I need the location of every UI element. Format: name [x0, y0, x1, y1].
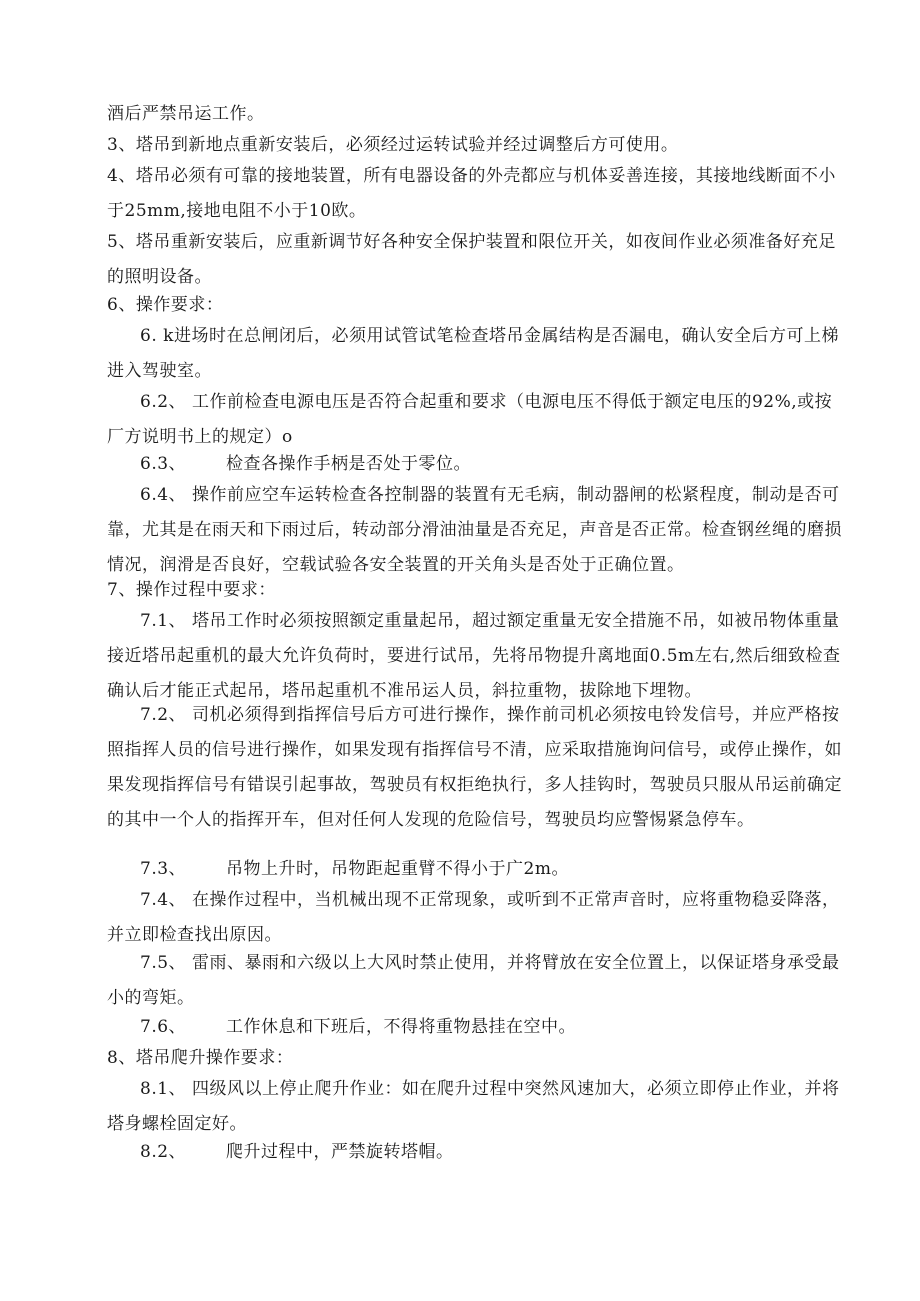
- paragraph-item-8-2: 8.2、 爬升过程中，严禁旋转塔帽。: [140, 1142, 454, 1162]
- item-number: 7.5、: [140, 953, 187, 973]
- paragraph-item-7-2: 7.2、 司机必须得到指挥信号后方可进行操作，操作前司机必须按电铃发信号，并应严格按照指挥人员的信号进行操作，如果发现有指挥信号不清，应采取措施询问信号，或停止操作，如果发现指挥信号有错误引起事故，驾驶员有权拒绝执行，多人挂钩时，驾驶员只服从吊运前确定的其中一个人的指挥开车，但对任何人发现的危险信号，驾驶员均应警惕紧急停车。: [107, 705, 842, 830]
- paragraph-continuation: 酒后严禁吊运工作。: [107, 104, 265, 124]
- paragraph-item-6-1: 6. k进场时在总闸闭后，必须用试管试笔检查塔吊金属结构是否漏电，确认安全后方可上梯进入驾驶室。: [107, 326, 839, 381]
- paragraph-item-6-2: 6.2、 工作前检查电源电压是否符合起重和要求（电源电压不得低于额定电压的92%,或按厂方说明书上的规定）o: [107, 392, 833, 447]
- paragraph-item-7-1: 7.1、 塔吊工作时必须按照额定重量起吊，超过额定重量无安全措施不吊，如被吊物体重量接近塔吊起重机的最大允许负荷时，要进行试吊，先将吊物提升离地面0.5m左右,然后细致检查确认后才能正式起吊，塔吊起重机不准吊运人员，斜拉重物，拔除地下埋物。: [107, 611, 841, 701]
- item-number: 6.4、: [140, 485, 187, 505]
- paragraph-item-3: 3、塔吊到新地点重新安装后，必须经过运转试验并经过调整后方可使用。: [107, 135, 679, 155]
- item-number: 7.2、: [140, 705, 187, 725]
- item-number: 7.3、: [140, 859, 187, 879]
- item-number: 7.1、: [140, 611, 187, 631]
- paragraph-item-7-6: 7.6、 工作休息和下班后，不得将重物悬挂在空中。: [140, 1017, 577, 1037]
- paragraph-item-7-4: 7.4、 在操作过程中，当机械出现不正常现象，或听到不正常声音时，应将重物稳妥降落，并立即检查找出原因。: [107, 890, 840, 945]
- item-number: 6.: [140, 326, 158, 346]
- item-number: 6.2、: [140, 392, 187, 412]
- item-number: 7.4、: [140, 890, 187, 910]
- item-number: 8.1、: [140, 1079, 187, 1099]
- item-number: 6.3、: [140, 454, 187, 474]
- section-heading-6: 6、操作要求：: [107, 295, 224, 315]
- paragraph-item-5: 5、塔吊重新安装后，应重新调节好各种安全保护装置和限位开关，如夜间作业必须准备好充足的照明设备。: [107, 232, 836, 287]
- paragraph-item-7-3: 7.3、 吊物上升时，吊物距起重臂不得小于广2m。: [140, 859, 569, 879]
- item-number: 7.6、: [140, 1017, 187, 1037]
- section-heading-8: 8、塔吊爬升操作要求：: [107, 1048, 294, 1068]
- paragraph-item-8-1: 8.1、 四级风以上停止爬升作业：如在爬升过程中突然风速加大，必须立即停止作业，并将塔身螺栓固定好。: [107, 1079, 840, 1134]
- item-number: 8.2、: [140, 1142, 187, 1162]
- section-heading-7: 7、操作过程中要求：: [107, 580, 276, 600]
- paragraph-item-4: 4、塔吊必须有可靠的接地装置，所有电器设备的外壳都应与机体妥善连接，其接地线断面不小于25mm,接地电阻不小于10欧。: [107, 166, 836, 221]
- paragraph-item-6-3: 6.3、 检查各操作手柄是否处于零位。: [140, 454, 472, 474]
- paragraph-item-6-4: 6.4、 操作前应空车运转检查各控制器的装置有无毛病，制动器闸的松紧程度，制动是否可靠，尤其是在雨天和下雨过后，转动部分滑油油量是否充足，声音是否正常。检查钢丝绳的磨损情况，润滑是否良好，空载试验各安全装置的开关角头是否处于正确位置。: [107, 485, 842, 575]
- paragraph-item-7-5: 7.5、 雷雨、暴雨和六级以上大风时禁止使用，并将臂放在安全位置上，以保证塔身承受最小的弯矩。: [107, 953, 840, 1008]
